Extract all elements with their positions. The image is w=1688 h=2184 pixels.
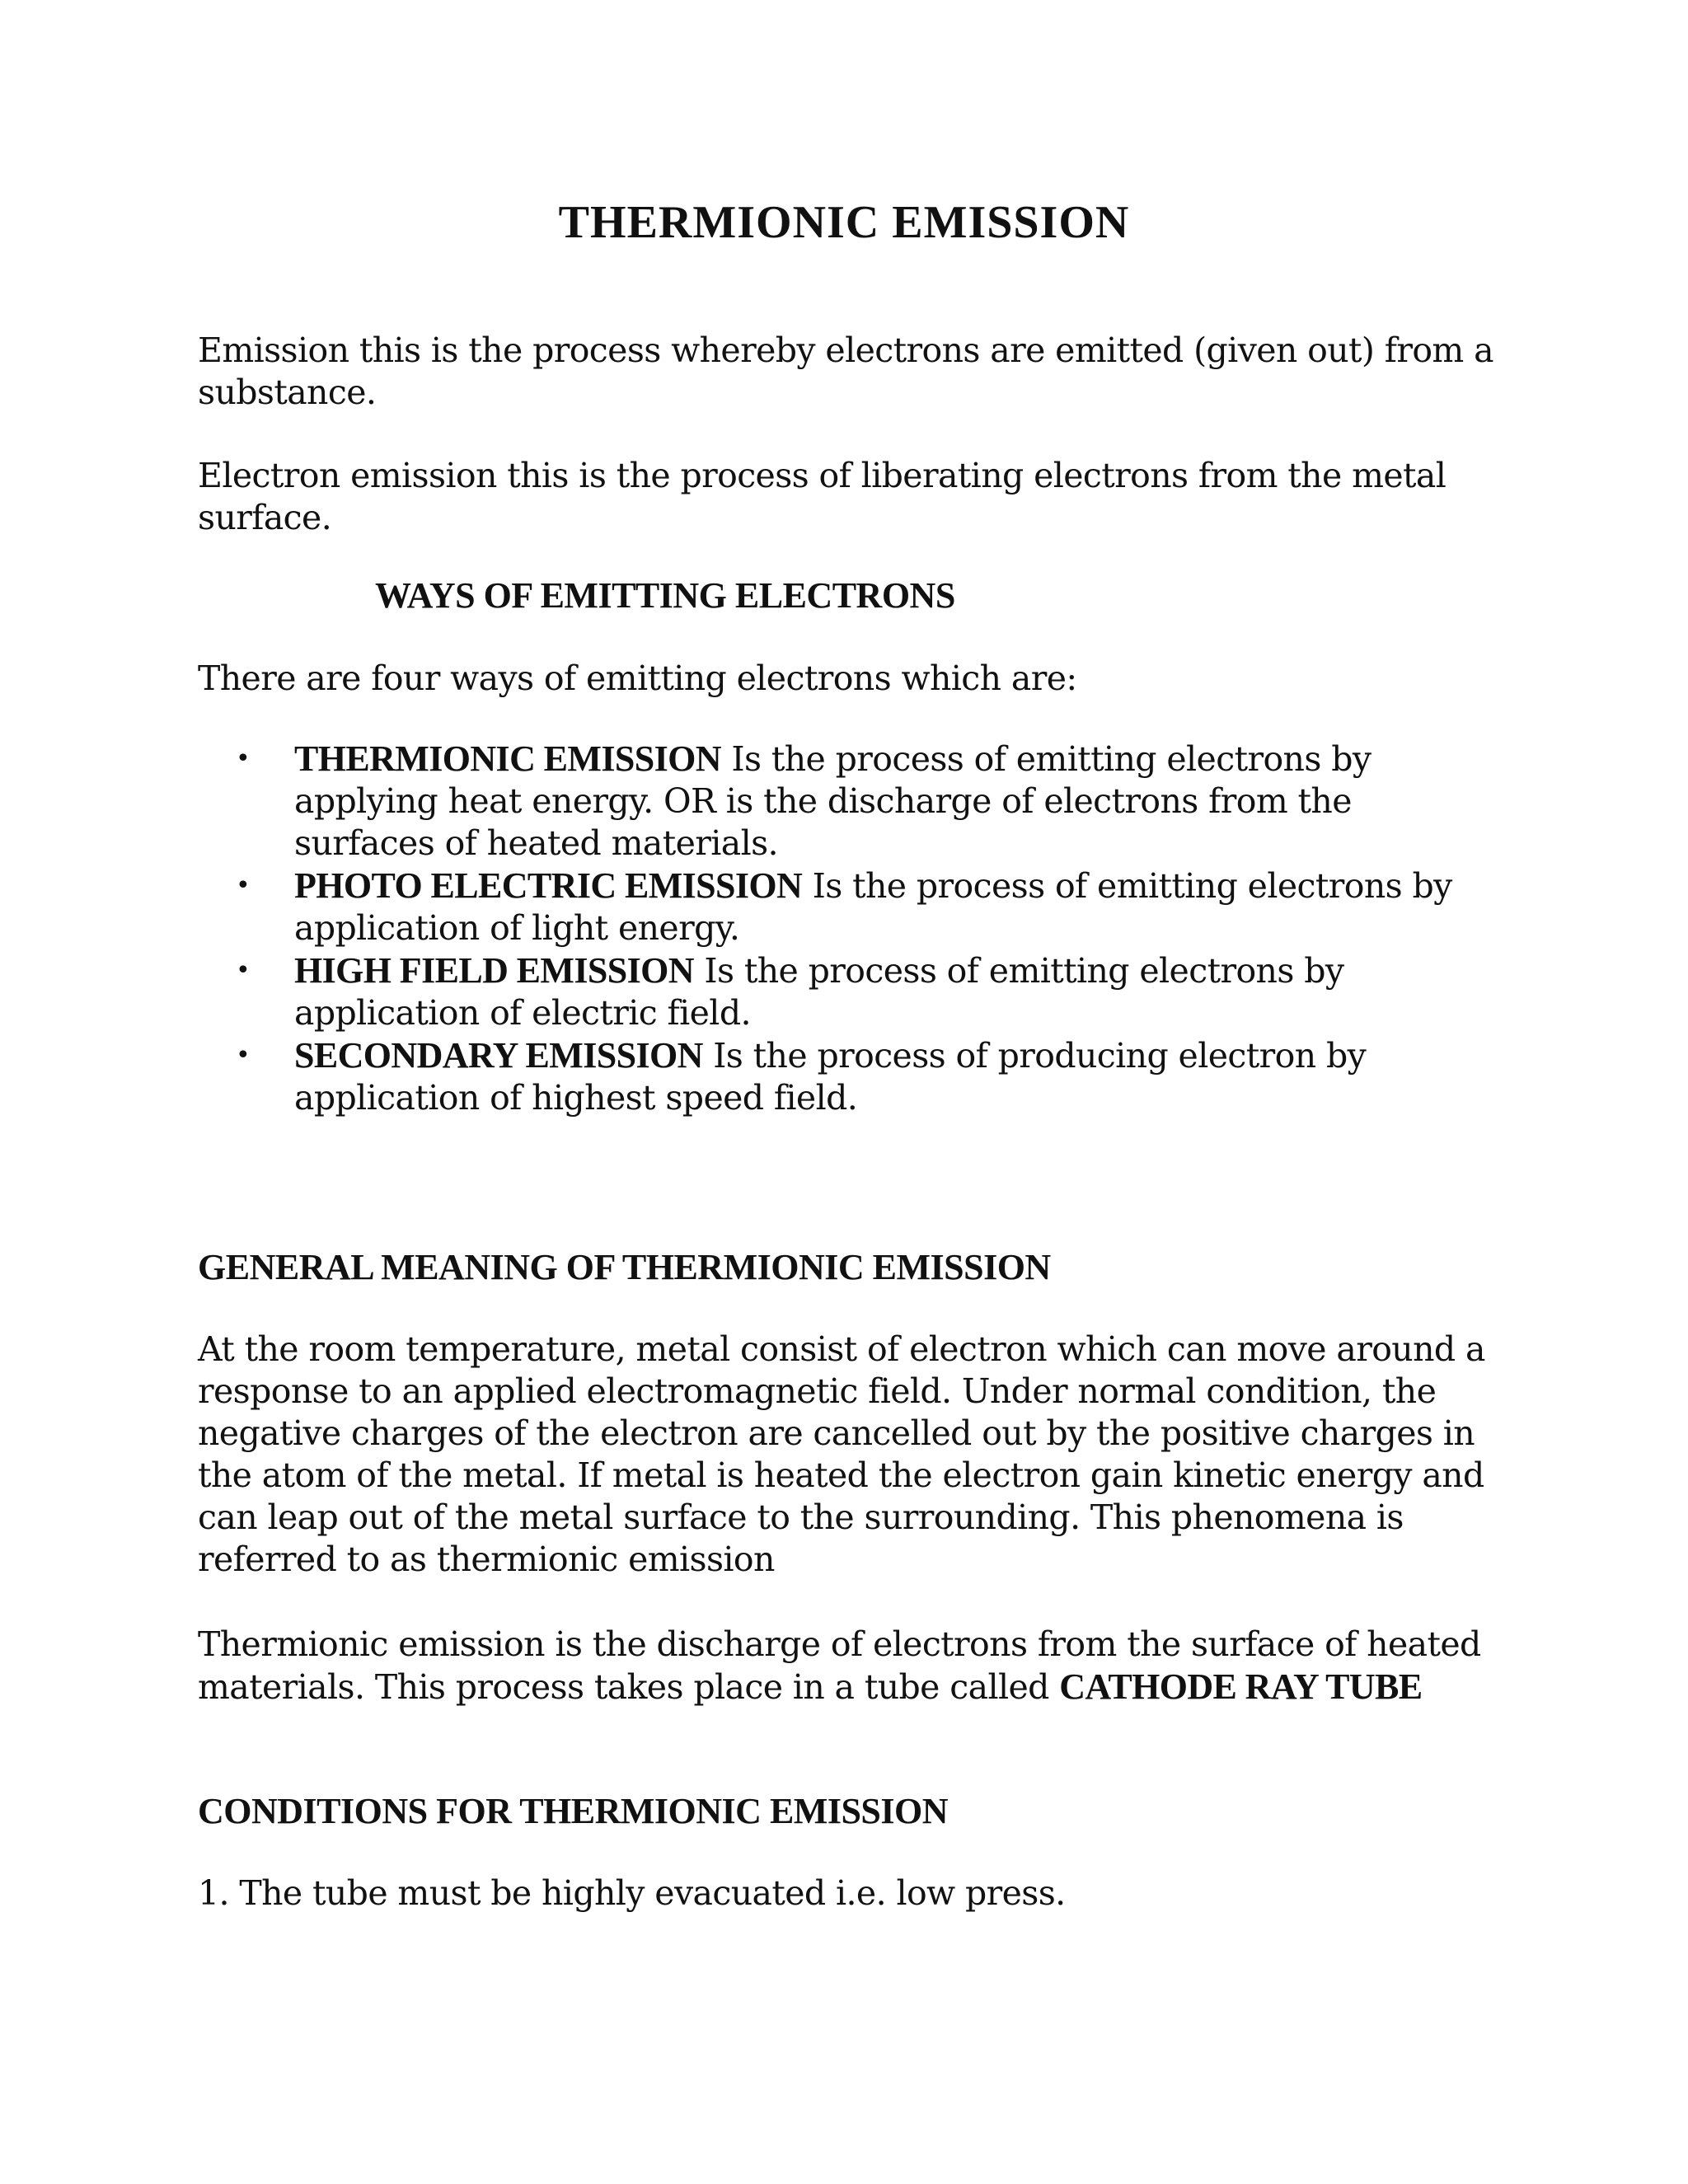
general-meaning-heading: GENERAL MEANING OF THERMIONIC EMISSION	[198, 1247, 1051, 1287]
bullet-icon: •	[236, 871, 251, 900]
electron-emission-definition: Electron emission this is the process of liberating electrons from the metal surface.	[198, 456, 1447, 537]
conditions-heading: CONDITIONS FOR THERMIONIC EMISSION	[198, 1791, 949, 1831]
ways-intro: There are four ways of emitting electrons which are:	[198, 658, 1077, 698]
condition-item: 1. The tube must be highly evacuated i.e. low press.	[198, 1873, 1066, 1913]
discharge-paragraph	[198, 1624, 1500, 1708]
list-item	[198, 738, 1500, 865]
bullet-icon: •	[236, 1041, 251, 1070]
bullet-icon: •	[236, 744, 251, 773]
list-item	[198, 1034, 1500, 1119]
ways-list	[198, 738, 1500, 1119]
cathode-ray-tube-term: CATHODE RAY TUBE	[1059, 1666, 1423, 1707]
list-item	[198, 949, 1500, 1034]
way-term: PHOTO ELECTRIC EMISSION	[294, 865, 803, 906]
general-meaning-paragraph: At the room temperature, metal consist of electron which can move around a response to an applied electromagnetic field. Under normal condition, the negative charges of the electron are cancelled out by the positive charges in the atom of the metal. If metal is heated the electron gain kinetic energy and can leap out of the metal surface to the surrounding. This phenomena is referred to as thermionic emission	[198, 1329, 1485, 1579]
way-term: SECONDARY EMISSION	[294, 1035, 703, 1076]
emission-definition: Emission this is the process whereby electrons are emitted (given out) from a substance.	[198, 330, 1493, 412]
list-item	[198, 865, 1500, 949]
way-term: HIGH FIELD EMISSION	[294, 950, 694, 991]
way-description: Is the process of emitting electrons by application of light energy.	[294, 866, 1452, 948]
way-description: Is the process of emitting electrons by applying heat energy. OR is the discharge of electrons from the surfaces of heated materials.	[294, 739, 1372, 863]
bullet-icon: •	[236, 956, 251, 985]
way-term: THERMIONIC EMISSION	[294, 738, 721, 779]
page-title: THERMIONIC EMISSION	[558, 197, 1130, 248]
discharge-text: Thermionic emission is the discharge of electrons from the surface of heated materials. This process takes place in a tube called	[198, 1624, 1481, 1707]
way-description: Is the process of producing electron by application of highest speed field.	[294, 1036, 1367, 1118]
way-description: Is the process of emitting electrons by application of electric field.	[294, 951, 1344, 1033]
ways-heading: WAYS OF EMITTING ELECTRONS	[375, 575, 955, 616]
